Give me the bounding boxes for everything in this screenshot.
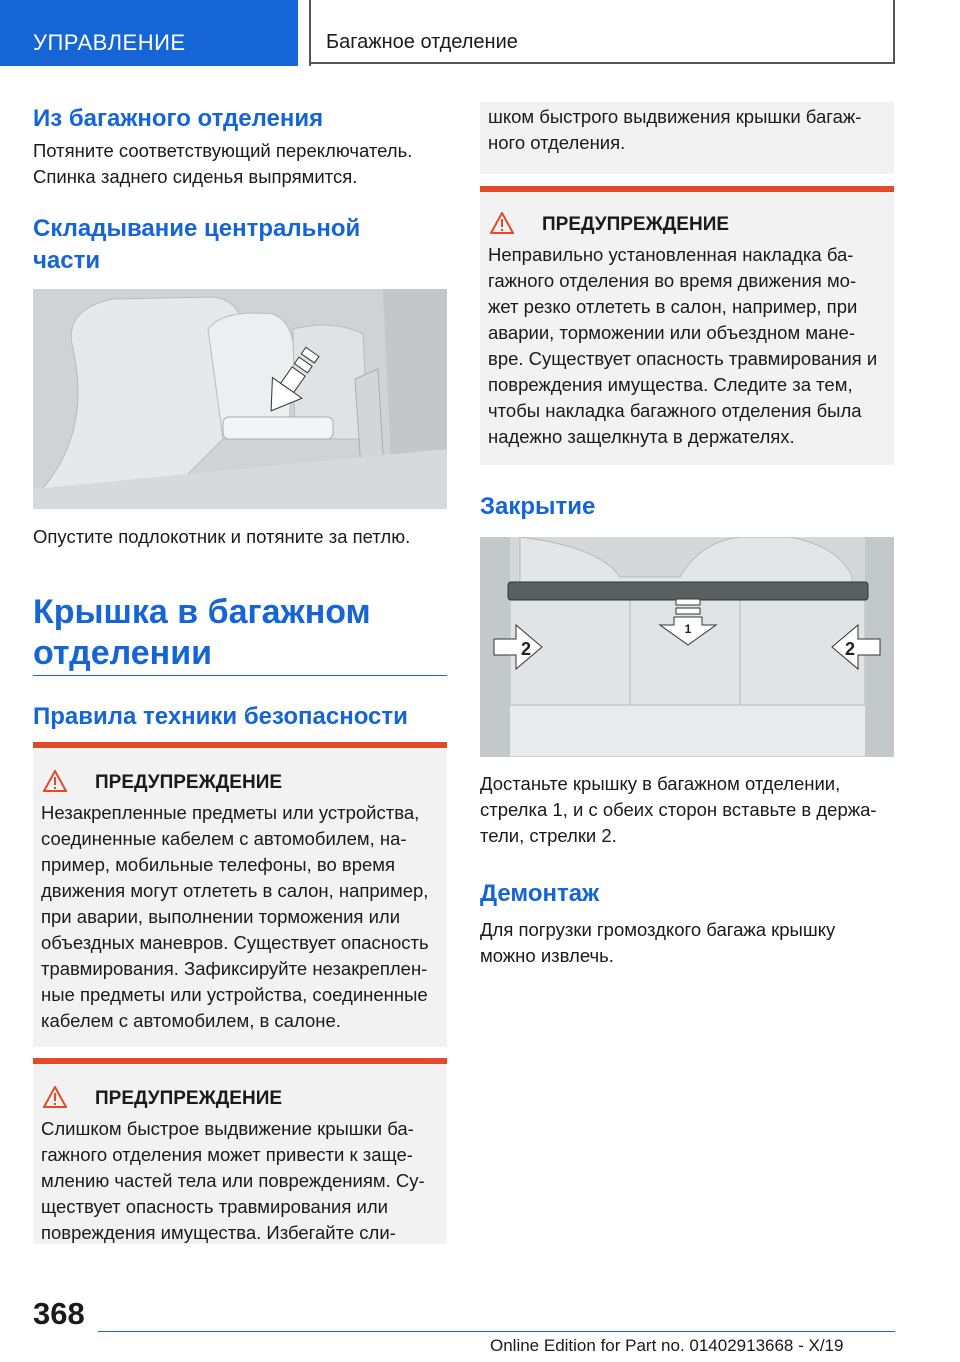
arrow-label-2-right: 2 [844,639,856,659]
section-tab [0,0,298,66]
warning-triangle-icon [43,1086,67,1108]
heading-from-trunk: Из багажного отделения [33,105,324,132]
warning-line: соединенные кабелем с автомобилем, на- [41,828,407,849]
trunk-cover-illustration [480,537,894,757]
remove-text-2: можно извлечь. [480,945,614,966]
warning-line: жет резко отлететь в салон, например, при [488,296,858,317]
warning-body [41,800,439,1034]
close-text-3: тели, стрелки 2. [480,825,617,846]
page-number: 368 [33,1296,85,1331]
trunk-cover-illustration-svg [480,537,894,757]
arrow-label-2-left: 2 [520,639,532,659]
heading-trunk-cover-l1: Крышка в багажном [33,593,371,631]
warning-line: Неправильно установленная накладка ба- [488,244,854,265]
warning-line: гажного отделения во время движения мо- [488,270,857,291]
warning-line: ные предметы или устройства, соединенные [41,984,428,1005]
footer-edition: Online Edition for Part no. 01402913668 - X/19 [490,1336,844,1355]
armrest-illustration-svg [33,289,447,509]
warning-line: кабелем с автомобилем, в салоне. [41,1010,341,1031]
warning-line: движения могут отлететь в салон, например, [41,880,429,901]
heading-trunk-cover-l2: отделении [33,634,213,672]
warning-line: травмирования. Зафиксируйте незакреплен- [41,958,428,979]
warning-box-2-continued [480,102,894,174]
arrow-label-1: 1 [684,622,692,636]
warning-body [488,104,886,156]
warning-line: надежно защелкнута в держателях. [488,426,795,447]
close-text-1: Достаньте крышку в багажном отделении, [480,773,841,794]
section-rule [33,675,447,676]
from-trunk-text-2: Спинка заднего сиденья выпрямится. [33,166,358,187]
warning-triangle-icon [43,770,67,792]
warning-title: ПРЕДУПРЕЖДЕНИЕ [542,214,730,235]
heading-fold-center-l2: части [33,247,101,274]
warning-title: ПРЕДУПРЕЖДЕНИЕ [95,772,283,793]
warning-line: повреждения имущества. Следите за тем, [488,374,853,395]
warning-line: Слишком быстрое выдвижение крышки ба- [41,1118,414,1139]
section-title: УПРАВЛЕНИЕ [33,30,186,55]
warning-line: повреждения имущества. Избегайте сли- [41,1222,396,1243]
warning-box-2 [33,1058,447,1244]
warning-body [488,242,886,450]
warning-box-3 [480,186,894,465]
warning-line: гажного отделения может привести к заще- [41,1144,413,1165]
warning-bar [33,742,447,748]
remove-text-1: Для погрузки громоздкого багажа крышку [480,919,836,940]
from-trunk-text-1: Потяните соответствующий переключатель. [33,140,413,161]
warning-line: Незакрепленные предметы или устройства, [41,802,420,823]
heading-safety: Правила техники безопасности [33,703,408,730]
warning-line: при аварии, выполнении торможения или [41,906,401,927]
warning-line: ществует опасность травмирования или [41,1196,389,1217]
warning-line: ного отделения. [488,132,626,153]
warning-box-1 [33,742,447,1047]
warning-line: вре. Существует опасность травмирования и [488,348,878,369]
warning-line: млению частей тела или повреждениям. Су- [41,1170,425,1191]
warning-line: чтобы накладка багажного отделения была [488,400,862,421]
warning-body [41,1116,439,1246]
chapter-header [311,0,895,64]
warning-bar [480,186,894,192]
warning-line: аварии, торможении или объездном мане- [488,322,855,343]
heading-remove: Демонтаж [480,880,600,907]
warning-title: ПРЕДУПРЕЖДЕНИЕ [95,1088,283,1109]
warning-line: шком быстрого выдвижения крышки багаж- [488,106,862,127]
armrest-illustration [33,289,447,509]
warning-line: пример, мобильные телефоны, во время [41,854,396,875]
warning-triangle-icon [490,212,514,234]
footer-rule [98,1331,895,1332]
armrest-caption: Опустите подлокотник и потяните за петлю. [33,526,411,547]
warning-bar [33,1058,447,1064]
heading-close: Закрытие [480,493,596,520]
close-text-2: стрелка 1, и с обеих сторон вставьте в держа- [480,799,877,820]
chapter-title: Багажное отделение [326,31,518,53]
warning-line: объездных маневров. Существует опасность [41,932,429,953]
heading-fold-center-l1: Складывание центральной [33,215,361,242]
